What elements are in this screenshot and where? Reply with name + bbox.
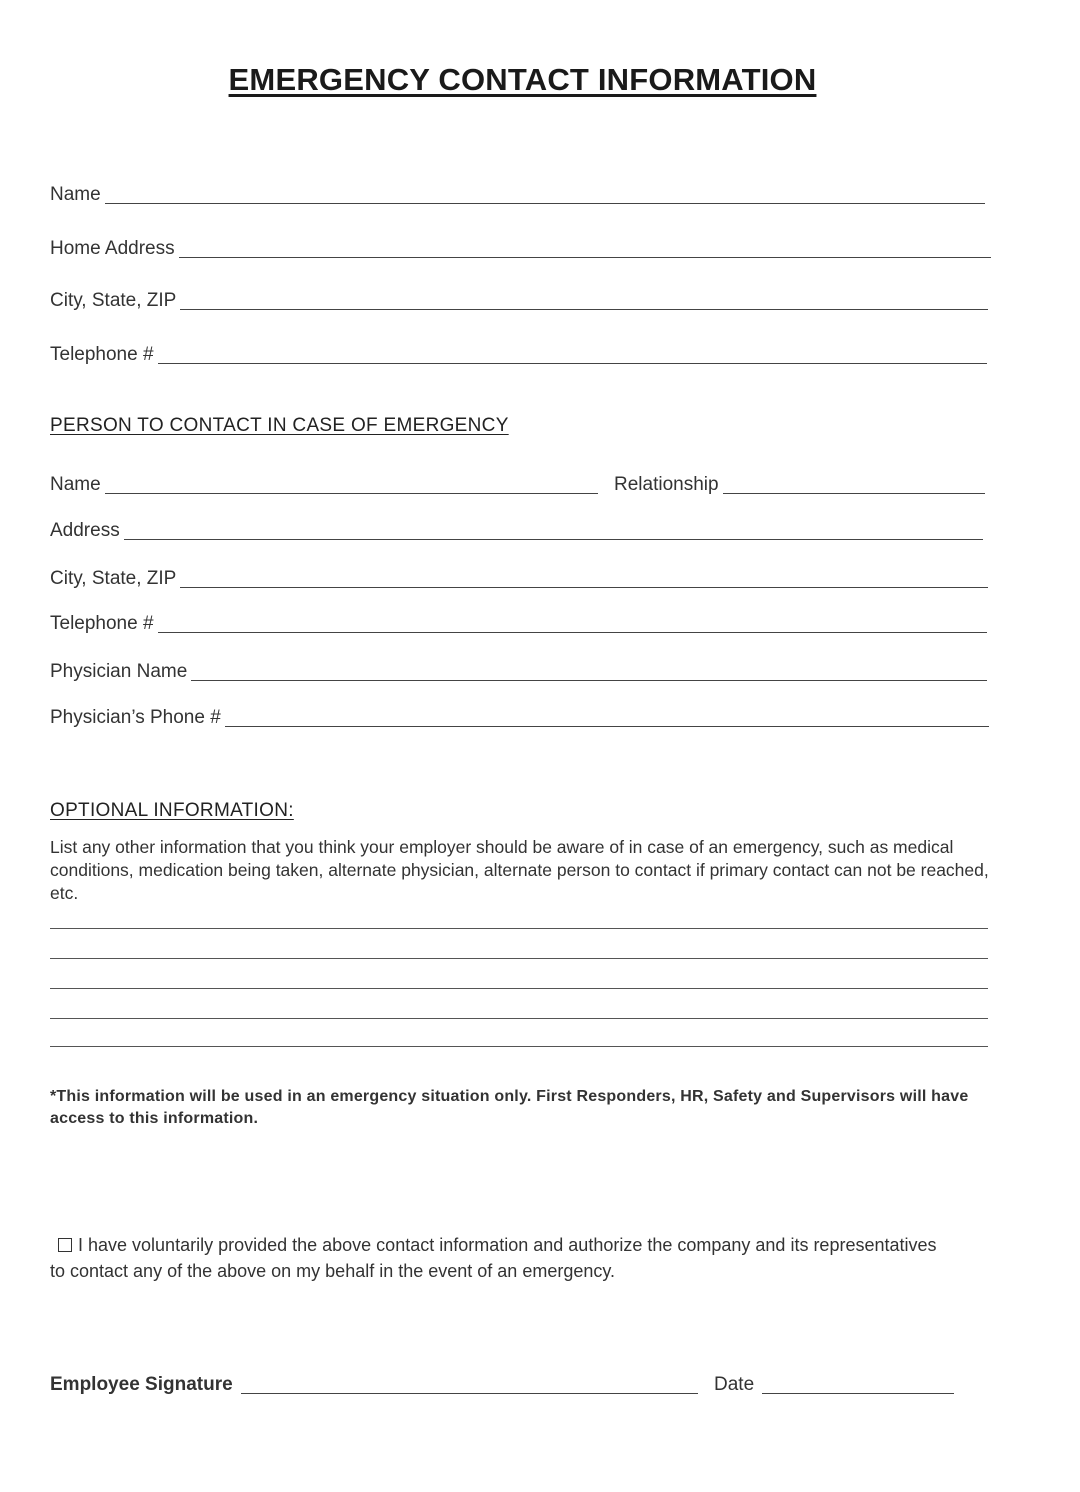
- privacy-note: *This information will be used in an emergency situation only. First Responders, HR, Safety and Supervisors will have access to this information.: [50, 1088, 969, 1127]
- date-label: Date: [714, 1374, 755, 1395]
- contact-name-field[interactable]: [50, 474, 598, 496]
- employee-city-state-zip-label: City, State, ZIP: [50, 290, 177, 311]
- emergency-contact-heading: PERSON TO CONTACT IN CASE OF EMERGENCY: [50, 415, 509, 436]
- contact-name-label: Name: [50, 474, 101, 495]
- employee-telephone-label: Telephone #: [50, 344, 154, 365]
- contact-name-line[interactable]: [105, 479, 598, 494]
- relationship-line[interactable]: [723, 479, 985, 494]
- contact-telephone-line[interactable]: [158, 618, 987, 633]
- employee-name-label: Name: [50, 184, 101, 205]
- consent-statement: [50, 1232, 950, 1284]
- optional-info-instructions: List any other information that you think your employer should be aware of in case of an emergency, such as medical conditions, medication being taken, alternate physician, alternate person to contact if primary contact can not be reached, etc.: [50, 837, 989, 903]
- contact-telephone-label: Telephone #: [50, 613, 154, 634]
- relationship-label: Relationship: [614, 474, 719, 495]
- optional-info-line-2[interactable]: [50, 958, 988, 959]
- employee-telephone-field[interactable]: [50, 344, 987, 366]
- contact-city-state-zip-line[interactable]: [180, 573, 988, 588]
- physician-name-field[interactable]: [50, 661, 987, 683]
- home-address-label: Home Address: [50, 238, 175, 259]
- home-address-field[interactable]: [50, 238, 991, 260]
- employee-signature-label: Employee Signature: [50, 1374, 233, 1395]
- physician-phone-line[interactable]: [225, 712, 989, 727]
- relationship-field[interactable]: [614, 474, 985, 496]
- physician-phone-label: Physician’s Phone #: [50, 707, 221, 728]
- physician-name-line[interactable]: [191, 666, 987, 681]
- employee-signature-field[interactable]: [50, 1374, 698, 1396]
- optional-info-line-3[interactable]: [50, 988, 988, 989]
- contact-address-field[interactable]: [50, 520, 983, 542]
- employee-telephone-line[interactable]: [158, 349, 987, 364]
- contact-telephone-field[interactable]: [50, 613, 987, 635]
- optional-info-line-1[interactable]: [50, 928, 988, 929]
- date-field[interactable]: [714, 1374, 954, 1396]
- optional-info-heading: OPTIONAL INFORMATION:: [50, 800, 294, 821]
- employee-name-field[interactable]: [50, 184, 985, 206]
- form-title: EMERGENCY CONTACT INFORMATION: [228, 62, 817, 97]
- consent-checkbox[interactable]: [58, 1238, 72, 1252]
- employee-signature-line[interactable]: [241, 1379, 698, 1394]
- employee-city-state-zip-line[interactable]: [180, 295, 988, 310]
- contact-city-state-zip-label: City, State, ZIP: [50, 568, 177, 589]
- contact-city-state-zip-field[interactable]: [50, 568, 988, 590]
- home-address-line[interactable]: [179, 243, 991, 258]
- optional-info-line-4[interactable]: [50, 1018, 988, 1019]
- date-line[interactable]: [762, 1379, 954, 1394]
- optional-info-line-5[interactable]: [50, 1046, 988, 1047]
- employee-city-state-zip-field[interactable]: [50, 290, 988, 312]
- employee-name-line[interactable]: [105, 189, 985, 204]
- physician-phone-field[interactable]: [50, 707, 989, 729]
- consent-text: I have voluntarily provided the above contact information and authorize the company and its representatives to contact any of the above on my behalf in the event of an emergency.: [50, 1235, 937, 1281]
- contact-address-label: Address: [50, 520, 120, 541]
- contact-address-line[interactable]: [124, 525, 983, 540]
- physician-name-label: Physician Name: [50, 661, 188, 682]
